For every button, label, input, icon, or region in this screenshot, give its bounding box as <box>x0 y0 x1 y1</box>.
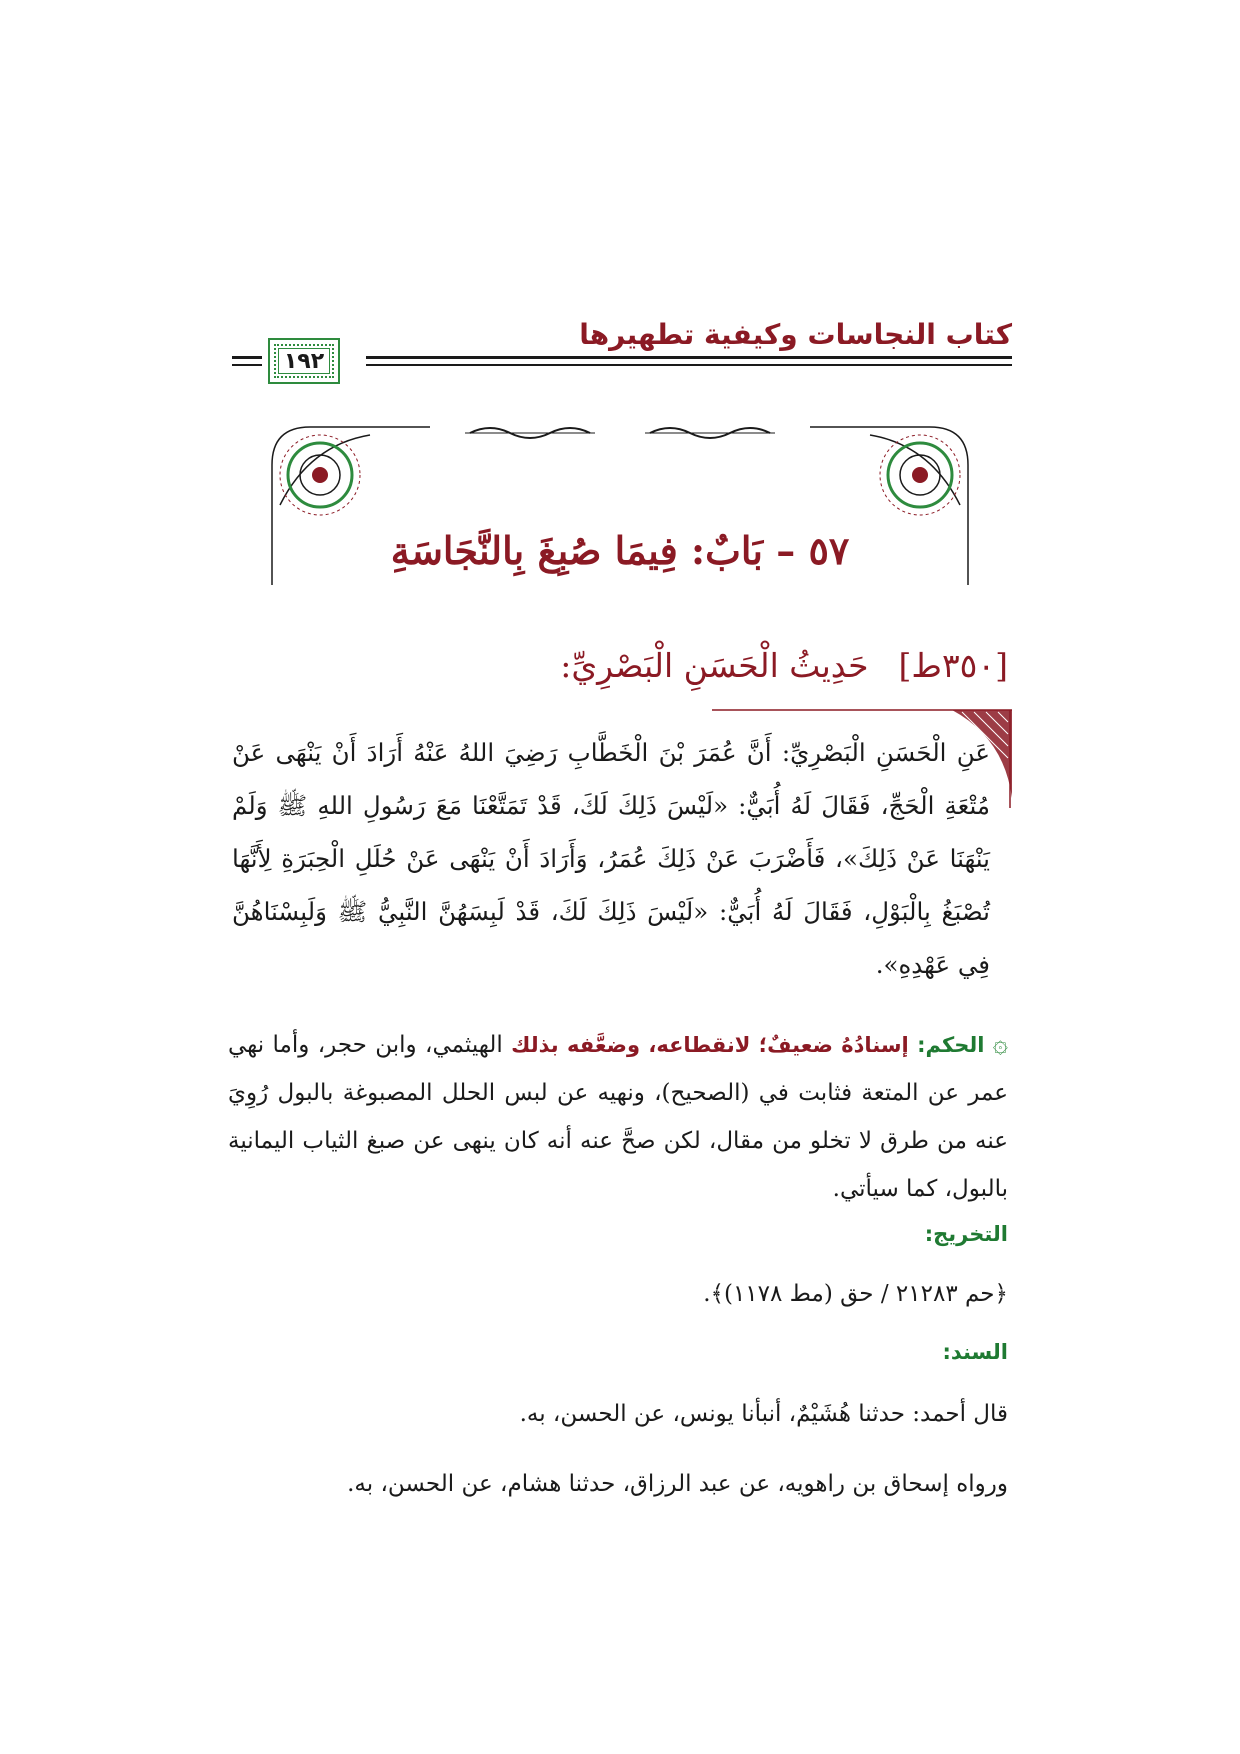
header-rule <box>366 364 1012 366</box>
right-rosette-icon <box>880 435 960 515</box>
sanad-label: السند: <box>942 1340 1008 1364</box>
sanad-line: ورواه إسحاق بن راهويه، عن عبد الرزاق، حدثنا هشام، عن الحسن، به. <box>347 1471 1008 1497</box>
page-number-frame <box>268 338 340 384</box>
hadith-heading <box>228 646 1008 685</box>
hadith-number: [٣٥٠ط] <box>898 646 1008 685</box>
running-header <box>232 318 1012 408</box>
verdict-ruling: إسنادُهُ ضعيفٌ؛ لانقطاعه، وضعَّفه بذلك <box>511 1033 909 1057</box>
header-rule <box>232 364 262 366</box>
left-rosette-icon <box>280 435 360 515</box>
sanad-line: قال أحمد: حدثنا هُشَيْمٌ، أنبأنا يونس، عن الحسن، به. <box>519 1401 1008 1427</box>
takhrij-label: التخريج: <box>924 1222 1008 1246</box>
verdict-paragraph <box>228 1020 1008 1213</box>
hadith-title: حَدِيثُ الْحَسَنِ الْبَصْرِيِّ: <box>560 646 869 685</box>
book-title: كتاب النجاسات وكيفية تطهيرها <box>579 318 1012 351</box>
verdict-label: الحكم: <box>917 1033 985 1057</box>
flower-bullet-icon: ۞ <box>992 1029 1008 1059</box>
page-number: ١٩٢ <box>283 348 325 374</box>
chapter-title: ٥٧ – بَابٌ: فِيمَا صُبِغَ بِالنَّجَاسَةِ <box>390 528 850 573</box>
verdict-body: الهيثمي، وابن حجر، وأما نهي عمر عن المتعة فثابت في (الصحيح)، ونهيه عن لبس الحلل المصبوغة بالبول رُوِيَ عنه من طرق لا تخلو من مقال، لكن صحَّ عنه أنه كان ينهى عن صبغ الثياب اليمانية بالبول، كما سيأتي. <box>228 1032 1008 1202</box>
hadith-text: عَنِ الْحَسَنِ الْبَصْرِيِّ: أَنَّ عُمَرَ بْنَ الْخَطَّابِ رَضِيَ اللهُ عَنْهُ أَرَادَ أَنْ يَنْهَى عَنْ مُتْعَةِ الْحَجِّ، فَقَالَ لَهُ أُبَيٌّ: «لَيْسَ ذَلِكَ لَكَ، قَدْ تَمَتَّعْنَا مَعَ رَسُولِ اللهِ ﷺ وَلَمْ يَنْهَنَا عَنْ ذَلِكَ»، فَأَضْرَبَ عَنْ ذَلِكَ عُمَرُ، وَأَرَادَ أَنْ يَنْهَى عَنْ حُلَلِ الْحِبَرَةِ لِأَنَّهَا تُصْبَغُ بِالْبَوْلِ، فَقَالَ لَهُ أُبَيٌّ: «لَيْسَ ذَلِكَ لَكَ، قَدْ لَبِسَهُنَّ النَّبِيُّ ﷺ وَلَبِسْنَاهُنَّ فِي عَهْدِهِ». <box>232 738 990 979</box>
header-rule <box>366 356 1012 359</box>
header-rule <box>232 356 262 359</box>
hadith-box <box>232 708 1012 998</box>
takhrij-text: ﴿حم ٢١٢٨٣ / حق (مط ١١٧٨)﴾. <box>703 1281 1008 1307</box>
